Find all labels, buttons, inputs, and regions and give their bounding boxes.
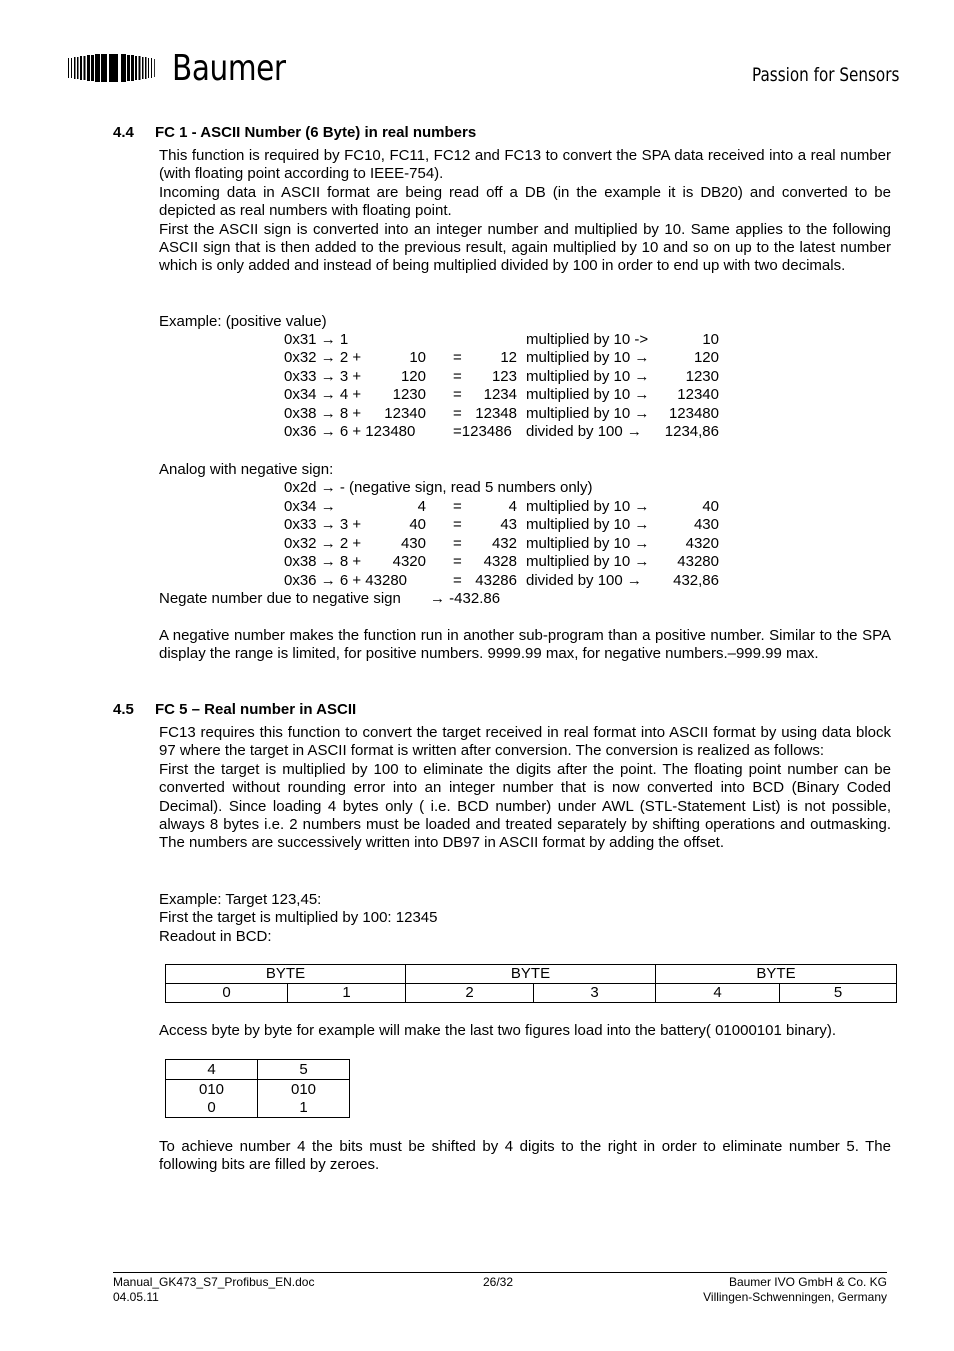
example-cell-d: 432 bbox=[491, 534, 517, 552]
example-cell-e: multiplied by 10 → bbox=[526, 534, 650, 552]
example-cell-e: multiplied by 10 → bbox=[526, 404, 650, 422]
example-cell-a: 0x34 → 4 + bbox=[284, 386, 362, 404]
example-cell-c: = bbox=[453, 367, 462, 385]
negative-label: Analog with negative sign: bbox=[159, 461, 334, 478]
table-cell: 5 bbox=[780, 984, 897, 1003]
table-header-row bbox=[166, 965, 897, 984]
section-number: 4.4 bbox=[113, 124, 134, 141]
example-cell-a: 0x33 → 3 + bbox=[284, 367, 362, 385]
example-cell-a: 0x34 → bbox=[284, 498, 336, 515]
example-cell-e: multiplied by 10 → bbox=[526, 516, 650, 534]
example-cell-c: = bbox=[453, 349, 462, 367]
example-cell-c: =123486 bbox=[453, 423, 512, 440]
table-cell: 4 bbox=[656, 984, 780, 1003]
tagline: Passion for Sensors bbox=[752, 64, 900, 86]
bcd-byte-table bbox=[165, 964, 897, 1003]
example-cell-f: 4320 bbox=[685, 534, 719, 552]
table-header-cell: BYTE bbox=[406, 965, 656, 984]
example-line: First the target is multiplied by 100: 12345 bbox=[159, 909, 438, 926]
section-4-4-closing bbox=[159, 627, 891, 664]
example-cell-e: divided by 100 → bbox=[526, 423, 642, 440]
section-4-4-body bbox=[159, 147, 891, 276]
section-number: 4.5 bbox=[113, 701, 134, 718]
table-header-cell: 5 bbox=[258, 1060, 350, 1080]
paragraph: First the ASCII sign is converted into an integer number and multiplied by 10. Same applies to the following ASCII sign that is then added to the previous result, again multiplied by 10 and so on up to the latest number which is only added and instead of being multiplied divided by 100 in order to end up with two decimals. bbox=[159, 220, 891, 275]
example-cell-f: 40 bbox=[702, 498, 719, 515]
example-cell-f: 1230 bbox=[685, 367, 719, 385]
table-row bbox=[166, 1080, 350, 1118]
table-header-cell: BYTE bbox=[166, 965, 406, 984]
paragraph: To achieve number 4 the bits must be shifted by 4 digits to the right in order to eliminate number 5. The following bits are filled by zeroes. bbox=[159, 1138, 891, 1174]
example-cell-b: 120 bbox=[400, 367, 426, 385]
footer-company: Baumer IVO GmbH & Co. KG bbox=[728, 1275, 887, 1289]
paragraph: This function is required by FC10, FC11, FC12 and FC13 to convert the SPA data received into a real number (with floating point according to IEEE-754). bbox=[159, 147, 891, 183]
example-line: Readout in BCD: bbox=[159, 928, 272, 945]
example-cell-a: 0x38 → 8 + bbox=[284, 553, 362, 571]
table-row bbox=[166, 984, 897, 1003]
table-cell: 0 bbox=[166, 984, 288, 1003]
section-title: FC 5 – Real number in ASCII bbox=[155, 701, 357, 718]
table-cell: 010 0 bbox=[166, 1080, 258, 1118]
example-cell-f: 432,86 bbox=[673, 571, 719, 589]
table-cell: 3 bbox=[534, 984, 656, 1003]
example-cell-e: multiplied by 10 → bbox=[526, 386, 650, 404]
section-4-4-heading bbox=[113, 124, 476, 141]
example-cell-c: = bbox=[453, 534, 462, 552]
example-label: Example: (positive value) bbox=[159, 313, 327, 330]
example-cell-b: 10 bbox=[409, 349, 426, 367]
example-cell-d: 1234 bbox=[483, 386, 517, 404]
footer-date: 04.05.11 bbox=[113, 1290, 159, 1304]
example-cell-d: 12 bbox=[500, 349, 517, 367]
baumer-logo-mark bbox=[68, 54, 158, 82]
example-cell-f: 10 bbox=[702, 331, 719, 348]
example-cell-c: = bbox=[453, 516, 462, 534]
section-4-5-body bbox=[159, 724, 891, 853]
paragraph: FC13 requires this function to convert the target received in real format into ASCII format by using data block 97 where the target in ASCII format is written after conversion. The conversion is realized as follows: bbox=[159, 724, 891, 760]
example-cell-a: 0x32 → 2 + bbox=[284, 349, 362, 367]
example-cell-d: 12348 bbox=[475, 404, 517, 422]
section-4-5-heading bbox=[113, 701, 356, 718]
example-cell-f: 120 bbox=[693, 349, 719, 367]
table-header-cell: BYTE bbox=[656, 965, 897, 984]
example-cell-a: 0x31 → 1 bbox=[284, 331, 349, 348]
example-cell-c: = bbox=[453, 553, 462, 571]
example-cell-f: 12340 bbox=[677, 386, 719, 404]
example-cell-f: 43280 bbox=[677, 553, 719, 571]
example-cell-b: 430 bbox=[400, 534, 426, 552]
example-cell-e: multiplied by 10 → bbox=[526, 367, 650, 385]
example-cell-e: divided by 100 → bbox=[526, 571, 642, 589]
example-cell-b: 12340 bbox=[384, 404, 426, 422]
example-cell-a: 0x38 → 8 + bbox=[284, 404, 362, 422]
example-cell-e: multiplied by 10 → bbox=[526, 553, 650, 571]
example-cell-e: multiplied by 10 → bbox=[526, 349, 650, 367]
example-cell-b: 1230 bbox=[392, 386, 426, 404]
example-cell-a: 0x36 → 6 + 43280 bbox=[284, 571, 408, 589]
example-cell-c: = bbox=[453, 386, 462, 404]
example-cell-e: multiplied by 10 -> bbox=[526, 331, 649, 348]
footer-page-number: 26/32 bbox=[483, 1275, 514, 1289]
table-cell: 1 bbox=[288, 984, 406, 1003]
bits-table bbox=[165, 1059, 350, 1118]
example-cell-a: 0x32 → 2 + bbox=[284, 534, 362, 552]
negate-result: → -432.86 bbox=[430, 590, 501, 607]
table-cell: 010 1 bbox=[258, 1080, 350, 1118]
example-cell-d: 43 bbox=[500, 516, 517, 534]
example-cell-a: 0x33 → 3 + bbox=[284, 516, 362, 534]
access-text: Access byte by byte for example will make the last two figures load into the battery( 01000101 binary). bbox=[159, 1022, 837, 1039]
example-cell-b: 4320 bbox=[392, 553, 426, 571]
table-header-cell: 4 bbox=[166, 1060, 258, 1080]
negate-text: Negate number due to negative sign bbox=[159, 590, 401, 607]
paragraph: Incoming data in ASCII format are being read off a DB (in the example it is DB20) and converted to be depicted as real numbers with floating point. bbox=[159, 183, 891, 220]
section-4-5-closing bbox=[159, 1138, 891, 1175]
example-cell-b: 4 bbox=[417, 498, 426, 515]
example-cell-a: 0x36 → 6 + 123480 bbox=[284, 423, 416, 440]
table-header-row bbox=[166, 1060, 350, 1080]
paragraph: First the target is multiplied by 100 to eliminate the digits after the point. The floating point number can be converted without rounding error into an integer number that is now converted into BCD (Binary Coded Decimal). Since loading 4 bytes only ( i.e. BCD number) under AWL (STL-Statement List) is not possible, always 8 bytes i.e. 2 numbers must be loaded and treated separately by shifting operations and outmasking. The numbers are successively written into DB97 in ASCII format by adding the offset. bbox=[159, 760, 891, 852]
example-cell-c: = bbox=[453, 571, 462, 589]
negative-intro: 0x2d → - (negative sign, read 5 numbers only) bbox=[284, 479, 593, 496]
paragraph: A negative number makes the function run in another sub-program than a positive number. Similar to the SPA display the range is limited, for positive numbers. 9999.99 max, for negative numbers.–999.99 max. bbox=[159, 627, 891, 663]
example-cell-f: 123480 bbox=[668, 404, 719, 422]
example-cell-c: = bbox=[453, 498, 462, 515]
example-cell-f: 430 bbox=[693, 516, 719, 534]
example-cell-d: 4 bbox=[508, 498, 517, 515]
footer-divider bbox=[113, 1272, 887, 1273]
example-cell-e: multiplied by 10 → bbox=[526, 498, 650, 515]
table-cell: 2 bbox=[406, 984, 534, 1003]
example-cell-d: 123 bbox=[491, 367, 517, 385]
example-cell-f: 1234,86 bbox=[664, 423, 719, 440]
example-cell-c: = bbox=[453, 404, 462, 422]
example-line: Example: Target 123,45: bbox=[159, 891, 322, 908]
footer-location: Villingen-Schwenningen, Germany bbox=[703, 1290, 887, 1304]
baumer-logo-text: Baumer bbox=[172, 48, 286, 89]
section-title: FC 1 - ASCII Number (6 Byte) in real numbers bbox=[155, 124, 477, 141]
example-cell-d: 43286 bbox=[475, 571, 517, 589]
example-cell-d: 4328 bbox=[483, 553, 517, 571]
example-cell-b: 40 bbox=[409, 516, 426, 534]
footer-doc-name: Manual_GK473_S7_Profibus_EN.doc bbox=[113, 1275, 315, 1289]
